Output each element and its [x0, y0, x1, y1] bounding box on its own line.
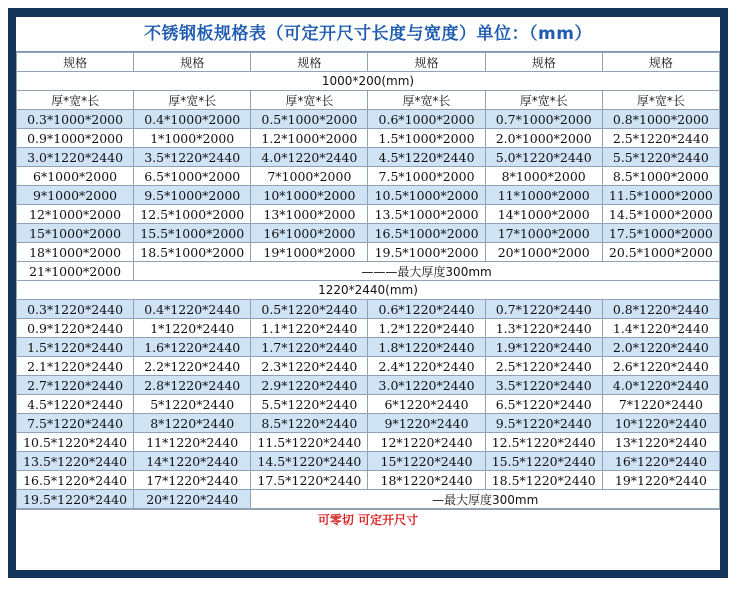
table-cell: 8*1000*2000: [485, 167, 602, 186]
table-row: [17, 433, 720, 452]
max-thickness-note: ———最大厚度300mm: [134, 262, 720, 281]
table-row: [17, 319, 720, 338]
table-cell: 1.9*1220*2440: [485, 338, 602, 357]
table-cell: 13.5*1000*2000: [368, 205, 485, 224]
table-cell: 10*1220*2440: [602, 414, 719, 433]
table-cell: 21*1000*2000: [17, 262, 134, 281]
header-cell: 规格: [368, 53, 485, 72]
section-label: 1220*2440(mm): [17, 281, 720, 300]
spec-sheet: [16, 17, 720, 570]
table-cell: 1.5*1000*2000: [368, 129, 485, 148]
table-cell: 0.8*1220*2440: [602, 300, 719, 319]
table-cell: 2.2*1220*2440: [134, 357, 251, 376]
table-cell: 3.0*1220*2440: [17, 148, 134, 167]
header-cell: 规格: [602, 53, 719, 72]
table-cell: 3.5*1220*2440: [485, 376, 602, 395]
subheader-cell: 厚*宽*长: [134, 91, 251, 110]
table-cell: 15.5*1000*2000: [134, 224, 251, 243]
table-cell: 0.5*1220*2440: [251, 300, 368, 319]
table-cell: 2.3*1220*2440: [251, 357, 368, 376]
table-cell: 2.5*1220*2440: [602, 129, 719, 148]
table-cell: 6*1000*2000: [17, 167, 134, 186]
table-row: [17, 414, 720, 433]
table-cell: 17*1220*2440: [134, 471, 251, 490]
table-cell: 11*1000*2000: [485, 186, 602, 205]
table-row: [17, 300, 720, 319]
table-cell: 11.5*1220*2440: [251, 433, 368, 452]
table-cell: 9.5*1000*2000: [134, 186, 251, 205]
table-cell: 20*1220*2440: [134, 490, 251, 509]
table-cell: 12.5*1000*2000: [134, 205, 251, 224]
subheader-row: [17, 91, 720, 110]
table-cell: 9*1220*2440: [368, 414, 485, 433]
table-row: [17, 471, 720, 490]
header-cell: 规格: [251, 53, 368, 72]
table-cell: 15.5*1220*2440: [485, 452, 602, 471]
table-cell: 16*1220*2440: [602, 452, 719, 471]
table-cell: 7.5*1220*2440: [17, 414, 134, 433]
table-cell: 18.5*1220*2440: [485, 471, 602, 490]
table-cell: 16.5*1000*2000: [368, 224, 485, 243]
table-cell: 4.0*1220*2440: [602, 376, 719, 395]
table-cell: 0.7*1000*2000: [485, 110, 602, 129]
table-cell: 8.5*1000*2000: [602, 167, 719, 186]
section-label: 1000*200(mm): [17, 72, 720, 91]
table-cell: 0.6*1000*2000: [368, 110, 485, 129]
table-cell: 10*1000*2000: [251, 186, 368, 205]
table-cell: 7.5*1000*2000: [368, 167, 485, 186]
table-cell: 0.3*1220*2440: [17, 300, 134, 319]
table-cell: 6*1220*2440: [368, 395, 485, 414]
table-cell: 15*1220*2440: [368, 452, 485, 471]
table-cell: 13.5*1220*2440: [17, 452, 134, 471]
table-cell: 1.8*1220*2440: [368, 338, 485, 357]
table-cell: 1.7*1220*2440: [251, 338, 368, 357]
subheader-cell: 厚*宽*长: [602, 91, 719, 110]
table-cell: 6.5*1220*2440: [485, 395, 602, 414]
table-cell: 1.4*1220*2440: [602, 319, 719, 338]
table-cell: 3.0*1220*2440: [368, 376, 485, 395]
table-cell: 5.5*1220*2440: [602, 148, 719, 167]
table-row: [17, 490, 720, 509]
subheader-cell: 厚*宽*长: [17, 91, 134, 110]
table-cell: 8.5*1220*2440: [251, 414, 368, 433]
table-cell: 1*1000*2000: [134, 129, 251, 148]
table-cell: 13*1000*2000: [251, 205, 368, 224]
table-cell: 18*1220*2440: [368, 471, 485, 490]
header-cell: 规格: [134, 53, 251, 72]
table-cell: 19*1000*2000: [251, 243, 368, 262]
table-cell: 10.5*1000*2000: [368, 186, 485, 205]
max-thickness-note: —最大厚度300mm: [251, 490, 720, 509]
table-cell: 7*1220*2440: [602, 395, 719, 414]
table-row: [17, 376, 720, 395]
table-row: [17, 186, 720, 205]
table-cell: 2.0*1220*2440: [602, 338, 719, 357]
table-cell: 19*1220*2440: [602, 471, 719, 490]
table-row: [17, 452, 720, 471]
header-row: [17, 53, 720, 72]
table-cell: 1.6*1220*2440: [134, 338, 251, 357]
table-cell: 1.2*1220*2440: [368, 319, 485, 338]
table-cell: 0.5*1000*2000: [251, 110, 368, 129]
header-cell: 规格: [17, 53, 134, 72]
header-cell: 规格: [485, 53, 602, 72]
table-cell: 0.6*1220*2440: [368, 300, 485, 319]
table-row: [17, 110, 720, 129]
table-cell: 2.9*1220*2440: [251, 376, 368, 395]
table-cell: 15*1000*2000: [17, 224, 134, 243]
table-row: [17, 395, 720, 414]
table-cell: 5*1220*2440: [134, 395, 251, 414]
table-cell: 2.8*1220*2440: [134, 376, 251, 395]
table-cell: 14*1000*2000: [485, 205, 602, 224]
table-row: [17, 357, 720, 376]
table-cell: 0.4*1220*2440: [134, 300, 251, 319]
table-cell: 9.5*1220*2440: [485, 414, 602, 433]
section-label-row: [17, 281, 720, 300]
subheader-cell: 厚*宽*长: [485, 91, 602, 110]
table-cell: 20.5*1000*2000: [602, 243, 719, 262]
spec-table: [16, 52, 720, 509]
table-cell: 2.5*1220*2440: [485, 357, 602, 376]
table-cell: 11.5*1000*2000: [602, 186, 719, 205]
table-row: [17, 338, 720, 357]
table-row: [17, 167, 720, 186]
table-cell: 14*1220*2440: [134, 452, 251, 471]
table-cell: 2.1*1220*2440: [17, 357, 134, 376]
table-cell: 0.4*1000*2000: [134, 110, 251, 129]
table-cell: 7*1000*2000: [251, 167, 368, 186]
table-cell: 2.0*1000*2000: [485, 129, 602, 148]
table-row: [17, 148, 720, 167]
table-cell: 17*1000*2000: [485, 224, 602, 243]
table-cell: 18*1000*2000: [17, 243, 134, 262]
table-cell: 2.7*1220*2440: [17, 376, 134, 395]
table-cell: 16*1000*2000: [251, 224, 368, 243]
table-cell: 0.8*1000*2000: [602, 110, 719, 129]
table-cell: 0.7*1220*2440: [485, 300, 602, 319]
table-row: [17, 129, 720, 148]
table-cell: 1.3*1220*2440: [485, 319, 602, 338]
table-cell: 1*1220*2440: [134, 319, 251, 338]
subheader-cell: 厚*宽*长: [368, 91, 485, 110]
table-cell: 1.2*1000*2000: [251, 129, 368, 148]
table-cell: 12*1000*2000: [17, 205, 134, 224]
table-cell: 4.0*1220*2440: [251, 148, 368, 167]
table-cell: 4.5*1220*2440: [17, 395, 134, 414]
table-row: [17, 224, 720, 243]
table-cell: 1.1*1220*2440: [251, 319, 368, 338]
table-cell: 12*1220*2440: [368, 433, 485, 452]
table-cell: 5.0*1220*2440: [485, 148, 602, 167]
footer-note: 可零切 可定开尺寸: [16, 509, 720, 530]
table-cell: 17.5*1220*2440: [251, 471, 368, 490]
table-cell: 1.5*1220*2440: [17, 338, 134, 357]
table-cell: 20*1000*2000: [485, 243, 602, 262]
table-frame: [8, 8, 728, 578]
table-cell: 2.4*1220*2440: [368, 357, 485, 376]
table-cell: 0.9*1220*2440: [17, 319, 134, 338]
table-cell: 14.5*1220*2440: [251, 452, 368, 471]
table-cell: 16.5*1220*2440: [17, 471, 134, 490]
table-cell: 19.5*1000*2000: [368, 243, 485, 262]
table-cell: 2.6*1220*2440: [602, 357, 719, 376]
table-cell: 0.3*1000*2000: [17, 110, 134, 129]
table-cell: 0.9*1000*2000: [17, 129, 134, 148]
page-title: 不锈钢板规格表（可定开尺寸长度与宽度）单位：（mm）: [16, 17, 720, 52]
table-cell: 14.5*1000*2000: [602, 205, 719, 224]
table-cell: 17.5*1000*2000: [602, 224, 719, 243]
table-row: [17, 205, 720, 224]
table-cell: 4.5*1220*2440: [368, 148, 485, 167]
table-cell: 3.5*1220*2440: [134, 148, 251, 167]
table-cell: 9*1000*2000: [17, 186, 134, 205]
table-cell: 13*1220*2440: [602, 433, 719, 452]
table-row: [17, 243, 720, 262]
table-cell: 8*1220*2440: [134, 414, 251, 433]
table-cell: 11*1220*2440: [134, 433, 251, 452]
table-cell: 5.5*1220*2440: [251, 395, 368, 414]
subheader-cell: 厚*宽*长: [251, 91, 368, 110]
table-cell: 18.5*1000*2000: [134, 243, 251, 262]
section-label-row: [17, 72, 720, 91]
table-cell: 10.5*1220*2440: [17, 433, 134, 452]
table-cell: 12.5*1220*2440: [485, 433, 602, 452]
table-cell: 19.5*1220*2440: [17, 490, 134, 509]
table-cell: 6.5*1000*2000: [134, 167, 251, 186]
table-row: [17, 262, 720, 281]
